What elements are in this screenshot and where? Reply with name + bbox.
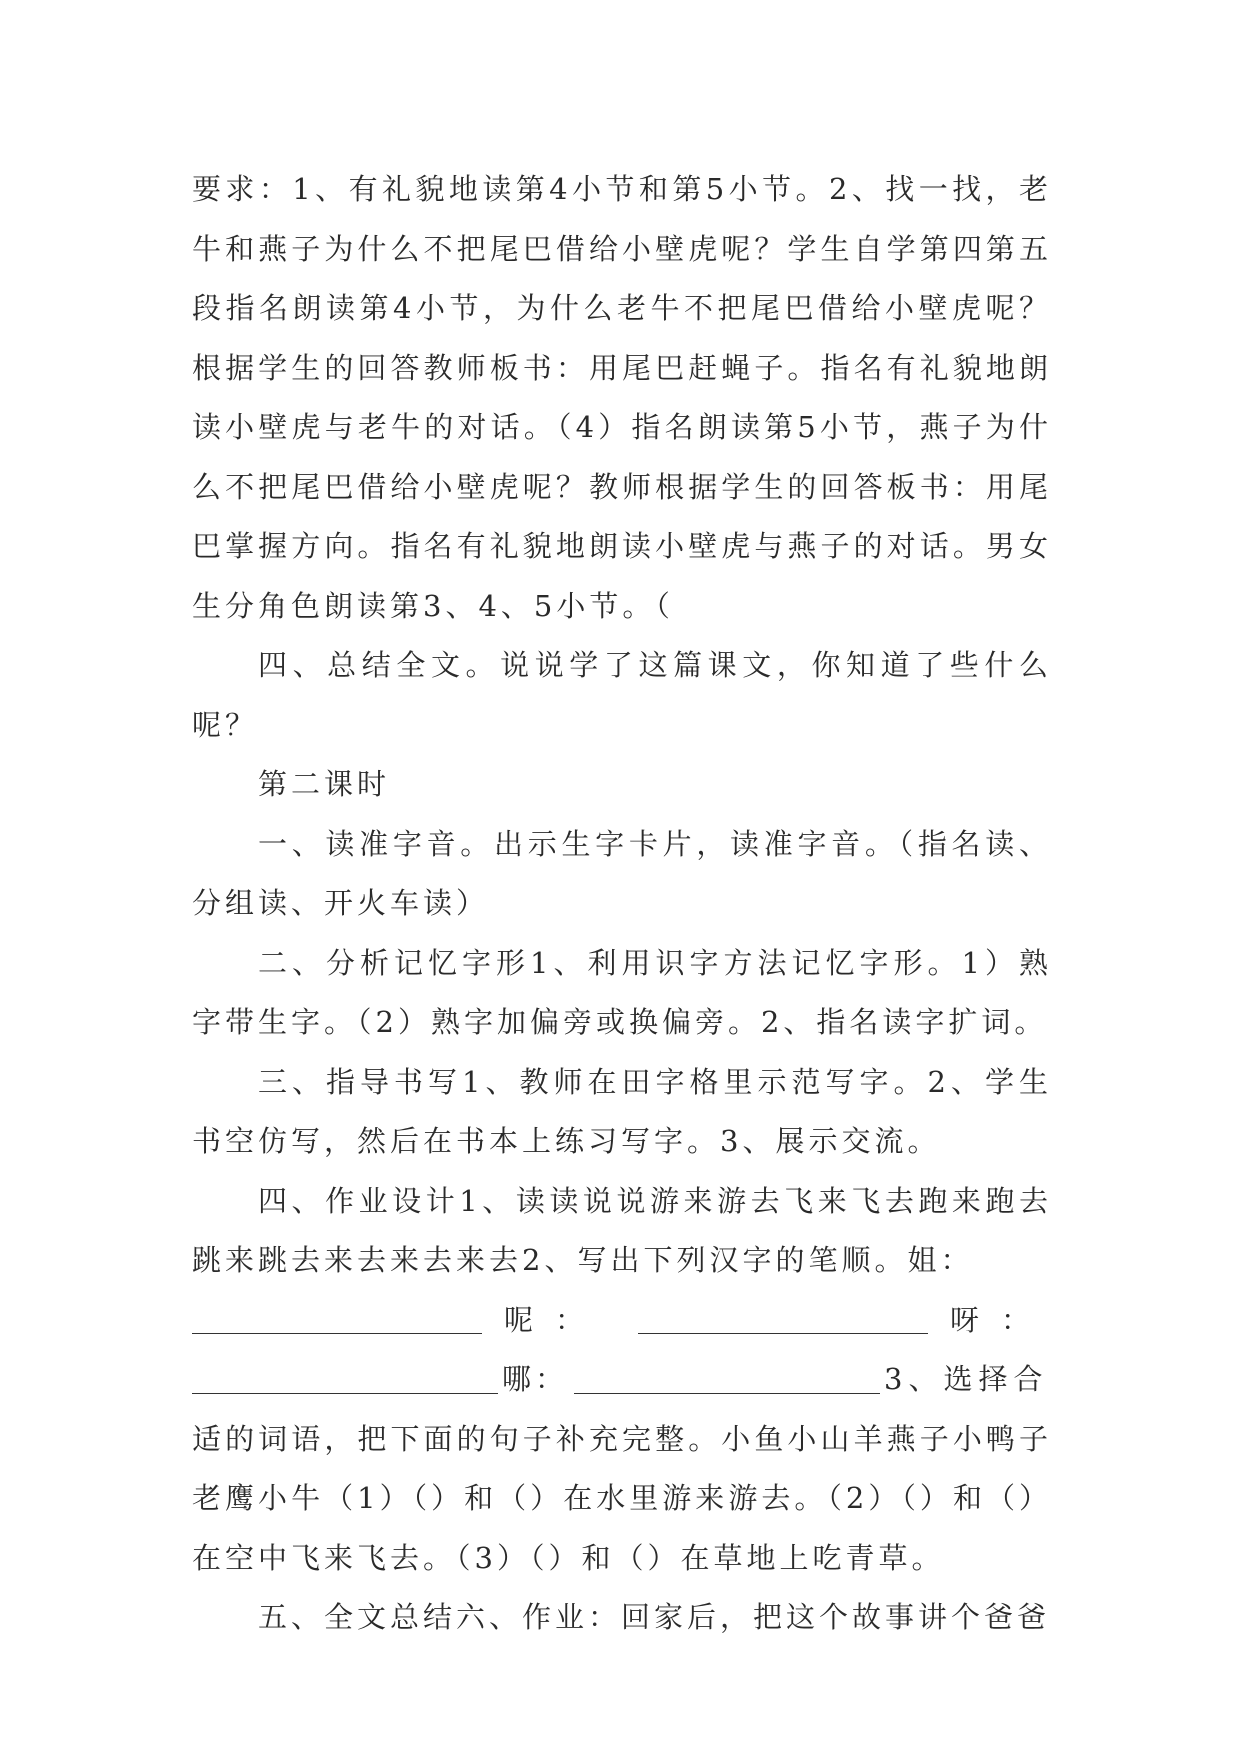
blank-underline [574,1392,880,1394]
inline-text: 3、选择合 [884,1362,1049,1396]
blank-label: 哪： [502,1362,569,1396]
paragraph-conclusion: 五、全文总结六、作业：回家后，把这个故事讲个爸爸 [258,1600,1051,1634]
paragraph-requirements: 要求：1、有礼貌地读第4小节和第5小节。2、找一找，老牛和燕子为什么不把尾巴借给小壁虎呢？学生自学第四第五段指名朗读第4小节，为什么老牛不把尾巴借给小壁虎呢？根据学生的回答教师板书：用尾巴赶蝇子。指名有礼貌地朗读小壁虎与老牛的对话。（4）指名朗读第5小节，燕子为什么不把尾巴借给小壁虎呢？教师根据学生的回答板书：用尾巴掌握方向。指名有礼貌地朗读小壁虎与燕子的对话。男女生分角色朗读第3、4、5小节。（ [192,172,1052,623]
blank-label: 呀： [949,1302,1052,1337]
blank-underline [638,1332,928,1334]
blank-label: 呢： [503,1302,606,1337]
paragraph-character-form: 二、分析记忆字形1、利用识字方法记忆字形。1）熟字带生字。（2）熟字加偏旁或换偏旁。2、指名读字扩词。 [192,945,1052,1039]
paragraph-homework-design: 四、作业设计1、读读说说游来游去飞来飞去跑来跑去跳来跳去来去来去来去2、写出下列汉字的笔顺。姐： [192,1183,1052,1277]
paragraph-fill-words: 适的词语，把下面的句子补充完整。小鱼小山羊燕子小鸭子老鹰小牛（1）（）和（）在水里游来游去。（2）（）和（）在空中飞来飞去。（3）（）和（）在草地上吃青草。 [192,1421,1052,1575]
stroke-order-line-1 [192,1291,1052,1351]
paragraph-summary: 四、总结全文。说说学了这篇课文，你知道了些什么呢？ [192,648,1052,742]
blank-underline [192,1392,498,1394]
paragraph-second-lesson: 第二课时 [258,767,391,801]
document-body [192,160,1052,1648]
paragraph-pronunciation: 一、读准字音。出示生字卡片，读准字音。（指名读、分组读、开火车读） [192,826,1052,920]
blank-underline [192,1332,482,1334]
paragraph-writing-guidance: 三、指导书写1、教师在田字格里示范写字。2、学生书空仿写，然后在书本上练习写字。3、展示交流。 [192,1064,1052,1158]
stroke-order-line-2 [192,1350,1052,1410]
